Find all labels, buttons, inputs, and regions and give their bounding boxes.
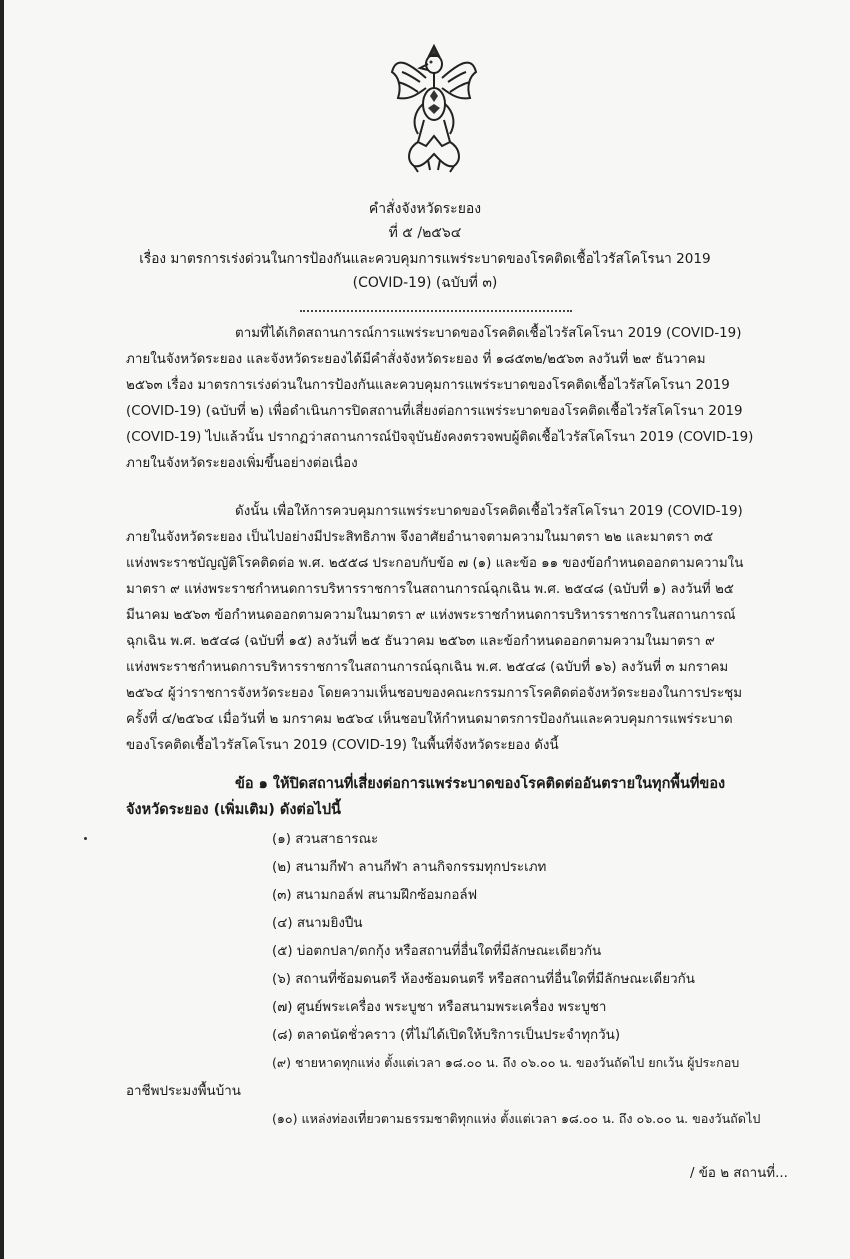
garuda-emblem-icon — [388, 42, 480, 174]
paragraph-line: ภายในจังหวัดระยองเพิ่มขึ้นอย่างต่อเนื่อง — [126, 456, 358, 471]
list-item: (๓) สนามกอล์ฟ สนามฝึกซ้อมกอล์ฟ — [272, 888, 478, 903]
list-item: (๙) ชายหาดทุกแห่ง ตั้งแต่เวลา ๑๘.๐๐ น. ถึง ๐๖.๐๐ น. ของวันถัดไป ยกเว้น ผู้ประกอบ — [272, 1055, 740, 1070]
list-item: (๑๐) แหล่งท่องเที่ยวตามธรรมชาติทุกแห่ง ตั้งแต่เวลา ๑๘.๐๐ น. ถึง ๐๖.๐๐ น. ของวันถัดไป — [272, 1111, 761, 1126]
paragraph-line: ฉุกเฉิน พ.ศ. ๒๕๔๘ (ฉบับที่ ๑๕) ลงวันที่ ๒๕ ธันวาคม ๒๕๖๓ และข้อกำหนดออกตามความในมาตรา ๙ — [126, 634, 715, 649]
clause-1-heading: ข้อ ๑ ให้ปิดสถานที่เสี่ยงต่อการแพร่ระบาดของโรคติดต่ออันตรายในทุกพื้นที่ของ — [235, 776, 726, 792]
paragraph-line: แห่งพระราชกำหนดการบริหารราชการในสถานการณ์ฉุกเฉิน พ.ศ. ๒๕๔๘ (ฉบับที่ ๑๖) ลงวันที่ ๓ มกราคม — [126, 660, 729, 675]
paragraph-line: ของโรคติดเชื้อไวรัสโคโรนา 2019 (COVID-19) ในพื้นที่จังหวัดระยอง ดังนี้ — [126, 738, 559, 753]
paragraph-line: แห่งพระราชบัญญัติโรคติดต่อ พ.ศ. ๒๕๕๘ ประกอบกับข้อ ๗ (๑) และข้อ ๑๑ ของข้อกำหนดออกตามความใน — [126, 556, 744, 571]
paragraph-line: (COVID-19) (ฉบับที่ ๒) เพื่อดำเนินการปิดสถานที่เสี่ยงต่อการแพร่ระบาดของโรคติดเชื้อไวรัสโคโรนา 2019 — [126, 404, 743, 419]
list-item: (๗) ศูนย์พระเครื่อง พระบูชา หรือสนามพระเครื่อง พระบูชา — [272, 1000, 607, 1015]
paragraph-line: มาตรา ๙ แห่งพระราชกำหนดการบริหารราชการในสถานการณ์ฉุกเฉิน พ.ศ. ๒๕๔๘ (ฉบับที่ ๑) ลงวันที่ ๒๕ — [126, 582, 734, 597]
paragraph-line: ดังนั้น เพื่อให้การควบคุมการแพร่ระบาดของโรคติดเชื้อไวรัสโคโรนา 2019 (COVID-19) — [235, 504, 743, 519]
paragraph-line: ตามที่ได้เกิดสถานการณ์การแพร่ระบาดของโรคติดเชื้อไวรัสโคโรนา 2019 (COVID-19) — [235, 326, 742, 341]
clause-1-heading-cont: จังหวัดระยอง (เพิ่มเติม) ดังต่อไปนี้ — [126, 802, 341, 818]
subject-line-1: เรื่อง มาตรการเร่งด่วนในการป้องกันและควบคุมการแพร่ระบาดของโรคติดเชื้อไวรัสโคโรนา 2019 — [139, 251, 711, 267]
list-item: (๖) สถานที่ซ้อมดนตรี ห้องซ้อมดนตรี หรือสถานที่อื่นใดที่มีลักษณะเดียวกัน — [272, 972, 695, 987]
scan-speck — [84, 837, 87, 840]
dotted-divider — [300, 310, 572, 312]
paragraph-line: ๒๕๖๔ ผู้ว่าราชการจังหวัดระยอง โดยความเห็นชอบของคณะกรรมการโรคติดต่อจังหวัดระยองในการประชุม — [126, 686, 743, 701]
scan-edge — [0, 0, 4, 1259]
paragraph-line: ๒๕๖๓ เรื่อง มาตรการเร่งด่วนในการป้องกันและควบคุมการแพร่ระบาดของโรคติดเชื้อไวรัสโคโรนา 2019 — [126, 378, 730, 393]
paragraph-line: ภายในจังหวัดระยอง เป็นไปอย่างมีประสิทธิภาพ จึงอาศัยอำนาจตามความในมาตรา ๒๒ และมาตรา ๓๕ — [126, 530, 714, 545]
list-item: (๒) สนามกีฬา ลานกีฬา ลานกิจกรรมทุกประเภท — [272, 860, 547, 875]
order-number: ที่ ๕ /๒๕๖๔ — [388, 225, 462, 241]
list-item: (๑) สวนสาธารณะ — [272, 832, 379, 847]
subject-line-2: (COVID-19) (ฉบับที่ ๓) — [352, 275, 498, 291]
list-item: (๘) ตลาดนัดชั่วคราว (ที่ไม่ได้เปิดให้บริการเป็นประจำทุกวัน) — [272, 1028, 621, 1043]
paragraph-line: ภายในจังหวัดระยอง และจังหวัดระยองได้มีคำสั่งจังหวัดระยอง ที่ ๑๘๕๓๒/๒๕๖๓ ลงวันที่ ๒๙ ธันวาคม — [126, 352, 706, 367]
paragraph-line: ครั้งที่ ๔/๒๕๖๔ เมื่อวันที่ ๒ มกราคม ๒๕๖๔ เห็นชอบให้กำหนดมาตรการป้องกันและควบคุมการแพร่ระบาด — [126, 712, 733, 727]
paragraph-line: (COVID-19) ไปแล้วนั้น ปรากฏว่าสถานการณ์ปัจจุบันยังคงตรวจพบผู้ติดเชื้อไวรัสโคโรนา 2019 (COVID-19) — [126, 430, 754, 445]
list-item-continued: อาชีพประมงพื้นบ้าน — [126, 1084, 241, 1099]
paragraph-line: มีนาคม ๒๕๖๓ ข้อกำหนดออกตามความในมาตรา ๙ แห่งพระราชกำหนดการบริหารราชการในสถานการณ์ — [126, 608, 736, 623]
list-item: (๔) สนามยิงปืน — [272, 916, 363, 931]
list-item: (๕) บ่อตกปลา/ตกกุ้ง หรือสถานที่อื่นใดที่มีลักษณะเดียวกัน — [272, 944, 602, 959]
page-continuation: / ข้อ ๒ สถานที่... — [690, 1166, 788, 1181]
order-title: คำสั่งจังหวัดระยอง — [368, 201, 482, 217]
